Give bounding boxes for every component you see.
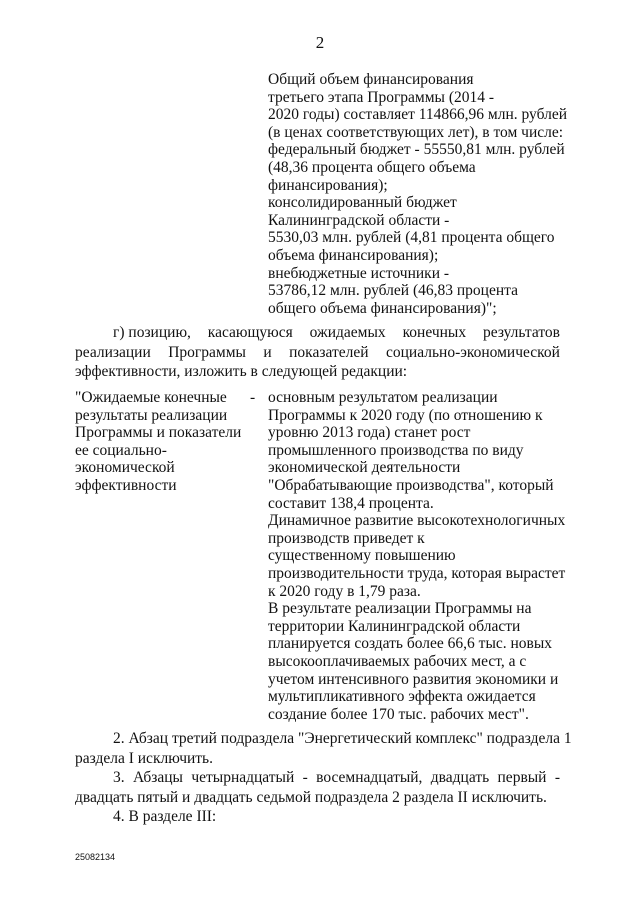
paragraph-g-line-1: [75, 323, 560, 343]
financing-line: общего объема финансирования)";: [268, 299, 497, 317]
word: г) позицию,: [113, 324, 191, 341]
item-4: [75, 807, 560, 827]
results-left-line: Программы и показатели: [75, 424, 242, 442]
results-left-line: "Ожидаемые конечные: [75, 389, 227, 406]
results-right-line: производительности труда, которая вырастет: [268, 564, 566, 582]
results-right-line: создание более 170 тыс. рабочих мест".: [268, 705, 529, 723]
results-right-line: планируется создать более 66,6 тыс. новых: [268, 635, 553, 653]
financing-line: федеральный бюджет - 55550,81 млн. рублей: [268, 141, 565, 159]
word: Абзацы: [132, 769, 183, 786]
financing-line: Общий объем финансирования: [268, 71, 474, 88]
word: 2. Абзац третий подраздела "Энергетический комплекс" подраздела 1: [113, 730, 572, 747]
financing-line: консолидированный бюджет: [268, 194, 457, 212]
word: реализации: [75, 343, 151, 361]
word: двадцать: [430, 769, 490, 786]
word: 3.: [113, 769, 125, 786]
financing-line: третьего этапа Программы (2014 -: [268, 88, 495, 106]
word: конечных: [402, 324, 467, 341]
results-right-line: экономической деятельности: [268, 459, 461, 477]
paragraph-g-line-2: [75, 343, 560, 363]
results-right-line: основным результатом реализации: [268, 389, 498, 406]
item-3: [75, 768, 560, 807]
financing-line: (48,36 процента общего объема: [268, 158, 476, 176]
document-code: 25082134: [75, 852, 116, 862]
results-right-line: Динамичное развитие высокотехнологичных: [268, 512, 566, 530]
results-right-line: составит 138,4 процента.: [268, 494, 434, 512]
paragraph-g: [75, 323, 560, 382]
results-right-line: высокооплачиваемых рабочих мест, а с: [268, 652, 527, 670]
word: восемнадцатый,: [316, 769, 423, 786]
results-right-column: [268, 389, 568, 723]
results-right-line: мультипликативного эффекта ожидается: [268, 688, 536, 706]
word: показателей: [289, 343, 369, 361]
results-left-line: эффективности: [75, 476, 177, 494]
word: социально-экономической: [385, 343, 560, 361]
item-2-line-1: [75, 729, 572, 749]
results-right-line: В результате реализации Программы на: [268, 600, 532, 618]
word: и: [263, 343, 272, 361]
results-right-line: уровню 2013 года) станет рост: [268, 424, 471, 442]
financing-line: внебюджетные источники -: [268, 264, 450, 282]
word: ожидаемых: [309, 324, 386, 341]
financing-line: объема финансирования);: [268, 246, 439, 264]
word: -: [554, 769, 560, 786]
results-right-line: Программы к 2020 году (по отношению к: [268, 406, 543, 424]
financing-line: финансирования);: [268, 176, 388, 194]
word: четырнадцатый: [191, 769, 295, 786]
item-2-line-2: раздела I исключить.: [75, 749, 214, 767]
word: Программы: [168, 343, 246, 361]
financing-line: 2020 годы) составляет 114866,96 млн. рублей: [268, 106, 567, 124]
word: касающуюся: [207, 324, 293, 341]
financing-block: [268, 71, 568, 317]
item-3-line-2: двадцать пятый и двадцать седьмой подраздела 2 раздела II исключить.: [75, 788, 547, 806]
item-2: [75, 729, 572, 768]
results-right-line: производств приведет к: [268, 529, 425, 547]
page-number: 2: [315, 33, 325, 52]
results-left-line: результаты реализации: [75, 406, 228, 424]
word: -: [302, 769, 308, 786]
word: результатов: [483, 324, 560, 341]
item-3-line-1: [75, 768, 560, 788]
financing-line: Калининградской области -: [268, 211, 450, 229]
paragraph-g-line-3: эффективности, изложить в следующей редакции:: [75, 363, 408, 380]
financing-line: 53786,12 млн. рублей (46,83 процента: [268, 282, 518, 300]
word: первый: [497, 769, 547, 786]
results-dash: -: [250, 389, 256, 406]
results-left-column: [75, 389, 260, 495]
results-right-line: к 2020 году в 1,79 раза.: [268, 582, 421, 600]
results-right-line: "Обрабатывающие производства", который: [268, 476, 554, 494]
results-left-line: ее социально-: [75, 441, 167, 459]
results-right-line: существенному повышению: [268, 547, 456, 565]
results-right-line: промышленного производства по виду: [268, 441, 524, 459]
results-right-line: территории Калининградской области: [268, 617, 521, 635]
results-left-line: экономической: [75, 459, 175, 477]
item-4-line-1: 4. В разделе III:: [113, 808, 217, 825]
financing-line: 5530,03 млн. рублей (4,81 процента общего: [268, 229, 555, 247]
results-right-line: учетом интенсивного развития экономики и: [268, 670, 559, 688]
financing-line: (в ценах соответствующих лет), в том числе:: [268, 123, 564, 141]
